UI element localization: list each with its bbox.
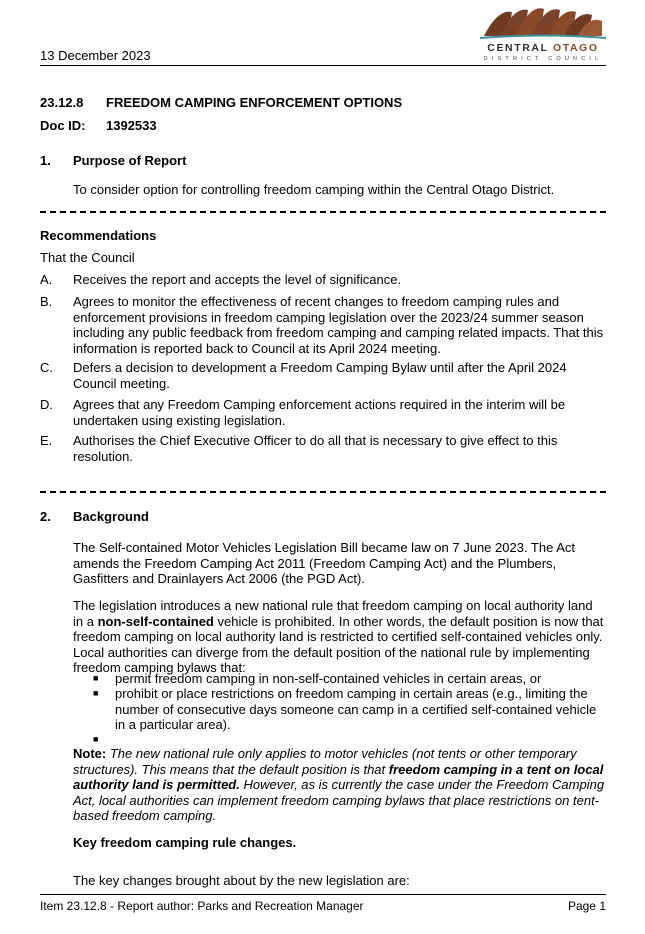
recommendation-letter: D. <box>40 397 53 412</box>
section2-heading: Background <box>73 509 149 524</box>
recommendation-text: Agrees to monitor the effectiveness of recent changes to freedom camping rules and enforcement provisions in freedom camping legislation over the 2023/24 summer season including any public feedback from freedom camping and camping related impacts. That this information is reported back to Council at its April 2024 meeting. <box>73 294 604 356</box>
bullet-icon: ■ <box>93 734 99 744</box>
item-title: FREEDOM CAMPING ENFORCEMENT OPTIONS <box>106 95 403 110</box>
council-logo <box>478 6 608 66</box>
footer-item-author: Item 23.12.8 - Report author: Parks and Recreation Manager <box>40 899 364 913</box>
background-paragraph-2: The legislation introduces a new national rule that freedom camping on local authority land in a non-self-contained vehicle is prohibited. In other words, the default position is now that freedom camping on local authority land is restricted to certified self-contained vehicles only. Local authorities can diverge from the default position of the national rule by implementing freedom camping bylaws that: <box>73 598 604 675</box>
footer-divider <box>40 894 606 895</box>
recommendation-letter: C. <box>40 360 53 375</box>
recommendation-text: Agrees that any Freedom Camping enforcement actions required in the interim will be undertaken using existing legislation. <box>73 397 566 428</box>
bullet-item: permit freedom camping in non-self-contained vehicles in certain areas, or <box>115 671 542 686</box>
recommendation-text: Defers a decision to development a Freedom Camping Bylaw until after the April 2024 Council meeting. <box>73 360 567 391</box>
note-paragraph: Note: The new national rule only applies to motor vehicles (not tents or other temporary structures). This means that the default position is that freedom camping in a tent on local authority land is permitted. However, as is currently the case under the Freedom Camping Act, local authorities can implement freedom camping bylaws that place restrictions on tent-based freedom camping. <box>73 746 605 823</box>
recommendation-letter: B. <box>40 294 53 309</box>
dashed-divider <box>40 491 606 493</box>
header-divider <box>40 65 606 66</box>
recommendations-intro: That the Council <box>40 250 135 265</box>
logo-wordmark: CENTRAL OTAGO <box>487 42 599 54</box>
bullet-item: prohibit or place restrictions on freedom camping in certain areas (e.g., limiting the number of consecutive days someone can camp in a certified self-contained vehicle in a particular area). <box>115 686 597 732</box>
section1-number: 1. <box>40 153 51 168</box>
recommendation-text: Authorises the Chief Executive Officer to do all that is necessary to give effect to this resolution. <box>73 433 558 464</box>
doc-id-value: 1392533 <box>106 118 157 133</box>
recommendation-text: Receives the report and accepts the level of significance. <box>73 272 402 287</box>
section1-heading: Purpose of Report <box>73 153 187 168</box>
recommendation-letter: A. <box>40 272 53 287</box>
key-changes-subheading: Key freedom camping rule changes. <box>73 835 297 850</box>
bullet-icon: ■ <box>93 688 99 698</box>
footer-page-number: Page 1 <box>567 899 606 913</box>
dashed-divider <box>40 211 606 213</box>
logo-subtitle: DISTRICT COUNCIL <box>483 56 603 62</box>
bullet-icon: ■ <box>93 673 99 683</box>
doc-id-label: Doc ID: <box>40 118 86 133</box>
key-changes-intro: The key changes brought about by the new legislation are: <box>73 873 410 888</box>
background-paragraph-1: The Self-contained Motor Vehicles Legislation Bill became law on 7 June 2023. The Act amends the Freedom Camping Act 2011 (Freedom Camping Act) and the Plumbers, Gasfitters and Drainlayers Act 2006 (the PGD Act). <box>73 540 576 586</box>
recommendations-heading: Recommendations <box>40 228 157 243</box>
hills-logo-icon <box>478 6 608 42</box>
item-number: 23.12.8 <box>40 95 84 110</box>
header-date: 13 December 2023 <box>40 48 151 63</box>
section1-text: To consider option for controlling freedom camping within the Central Otago District. <box>73 182 555 197</box>
recommendation-letter: E. <box>40 433 53 448</box>
section2-number: 2. <box>40 509 51 524</box>
